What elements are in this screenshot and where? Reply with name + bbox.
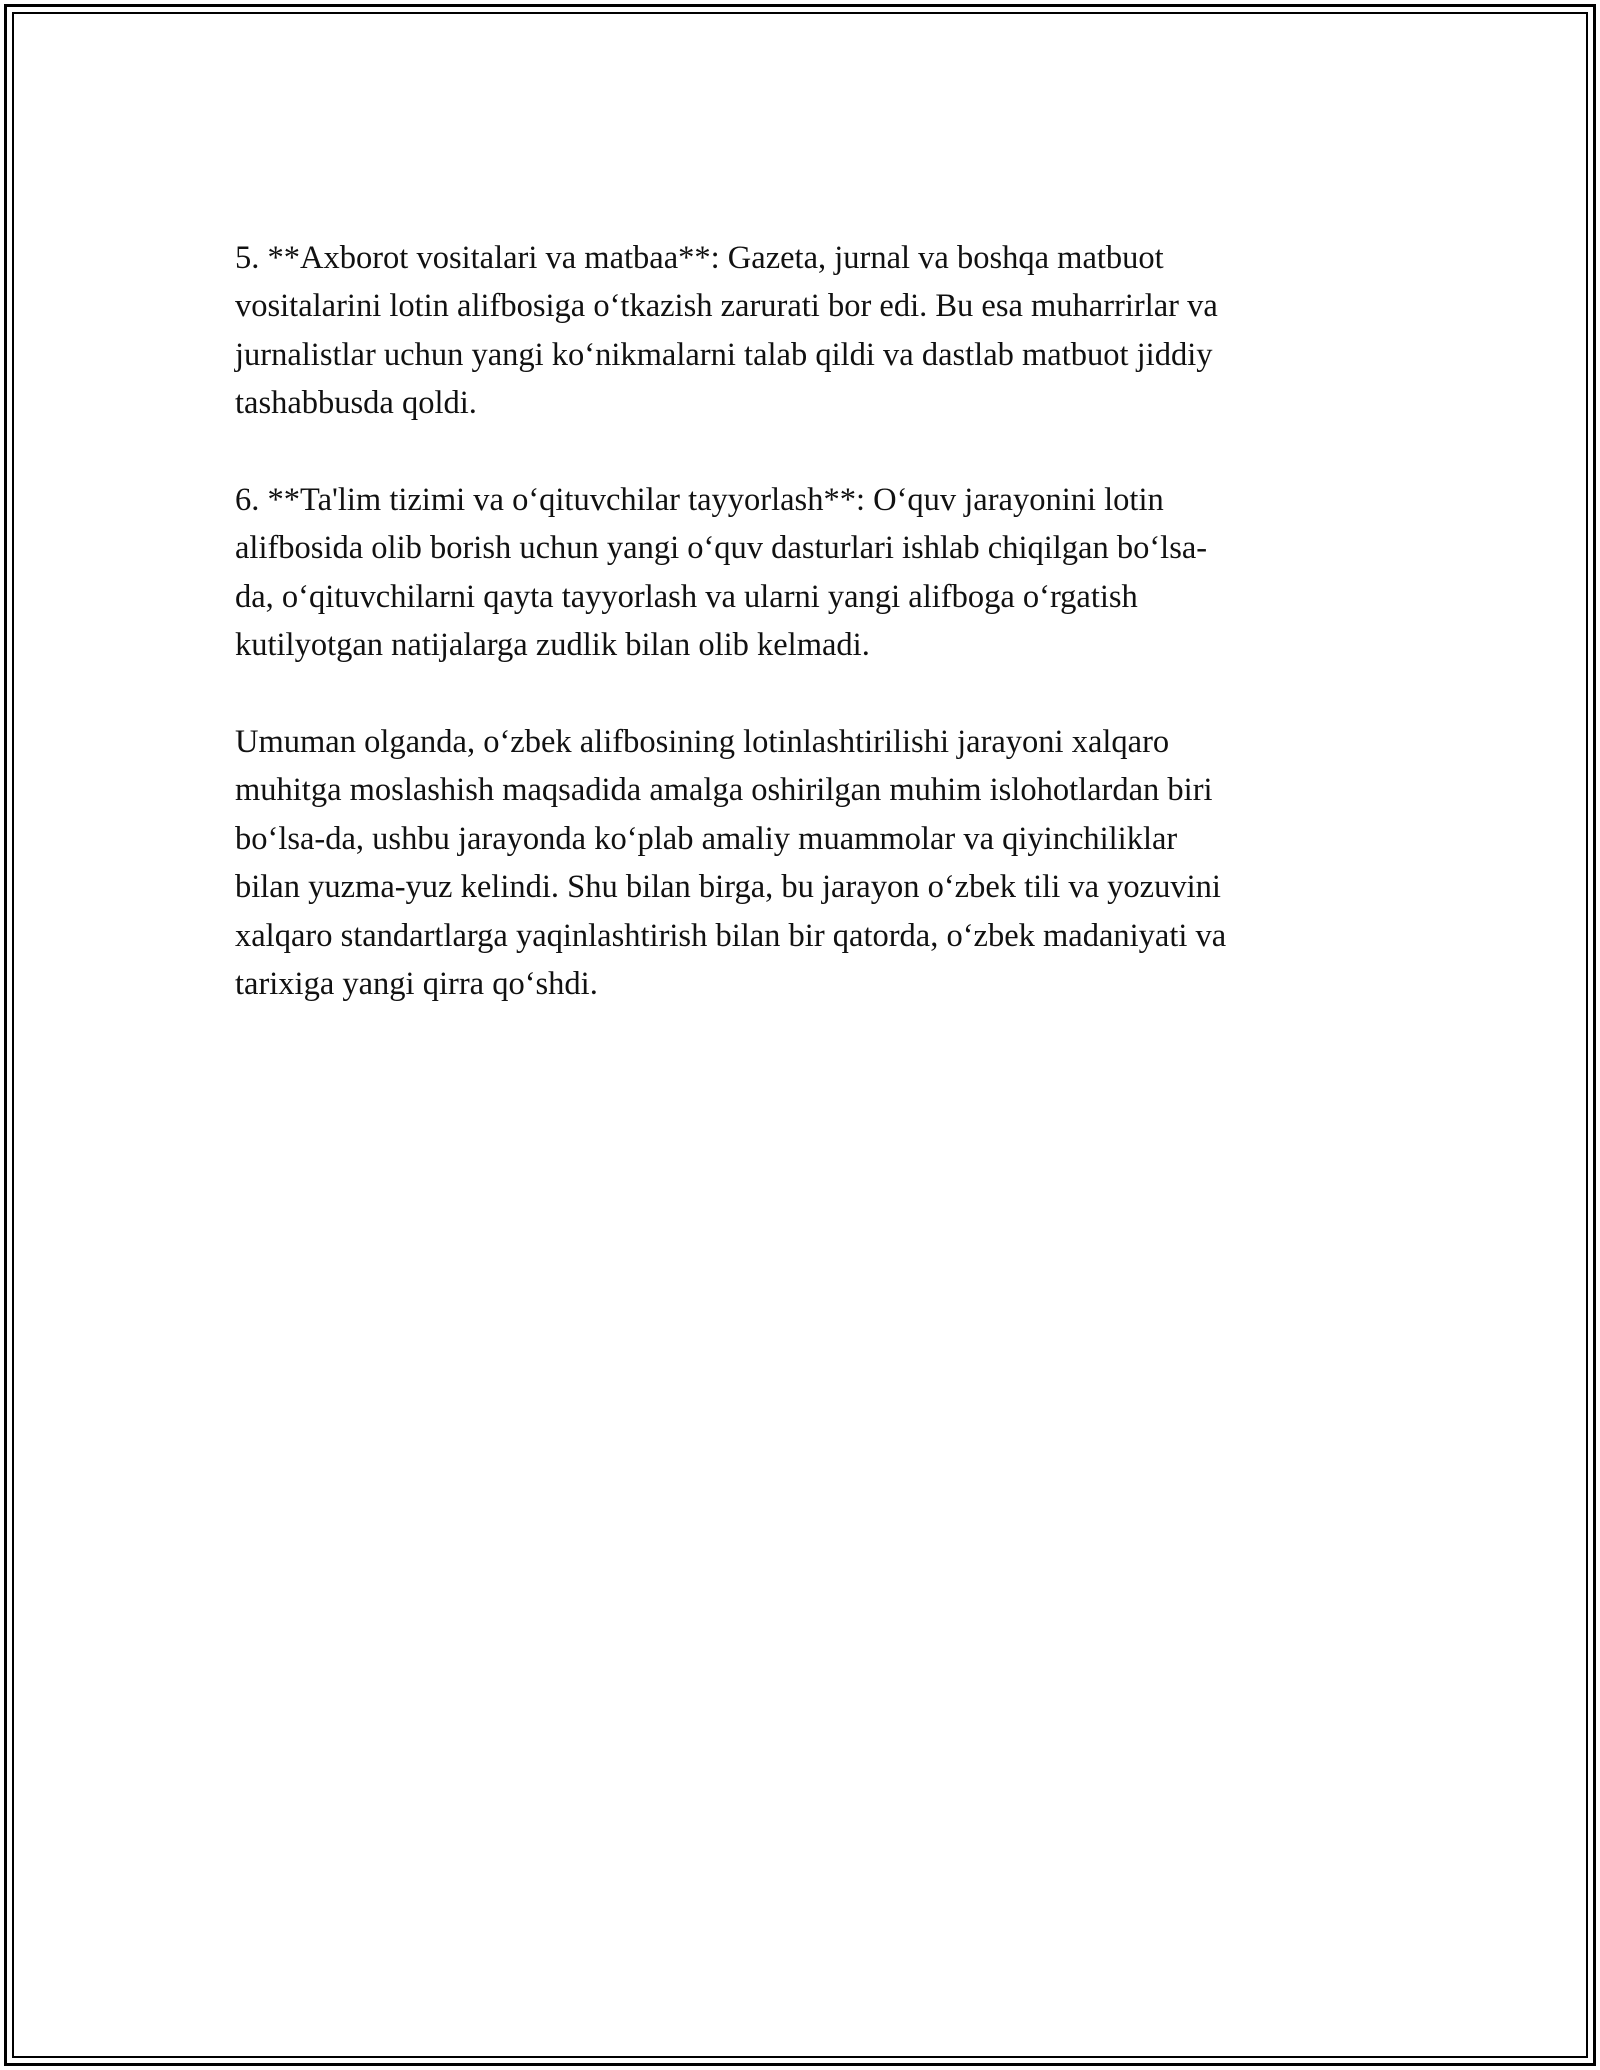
text-line: tashabbusda qoldi.: [235, 385, 477, 422]
text-line: vositalarini lotin alifbosiga o‘tkazish zarurati bor edi. Bu esa muharrirlar va: [235, 288, 1218, 325]
text-line: da, o‘qituvchilarni qayta tayyorlash va ularni yangi alifboga o‘rgatish: [235, 578, 1138, 615]
document-body: [235, 234, 1365, 1057]
text-line: Umuman olganda, o‘zbek alifbosining lotinlashtirilishi jarayoni xalqaro: [235, 724, 1170, 761]
paragraph-education-system: [235, 476, 1365, 670]
paragraph-conclusion: [235, 718, 1365, 1008]
paragraph-media-and-print: [235, 234, 1365, 428]
text-line: kutilyotgan natijalarga zudlik bilan olib kelmadi.: [235, 627, 870, 664]
text-line: alifbosida olib borish uchun yangi o‘quv dasturlari ishlab chiqilgan bo‘lsa-: [235, 530, 1208, 567]
text-line: jurnalistlar uchun yangi ko‘nikmalarni talab qildi va dastlab matbuot jiddiy: [235, 336, 1213, 373]
text-line: 5. **Axborot vositalari va matbaa**: Gazeta, jurnal va boshqa matbuot: [235, 240, 1164, 276]
text-line: 6. **Ta'lim tizimi va o‘qituvchilar tayyorlash**: O‘quv jarayonini lotin: [235, 482, 1164, 519]
text-line: bo‘lsa-da, ushbu jarayonda ko‘plab amaliy muammolar va qiyinchiliklar: [235, 820, 1178, 857]
text-line: muhitga moslashish maqsadida amalga oshirilgan muhim islohotlardan biri: [235, 772, 1213, 809]
text-line: tarixiga yangi qirra qo‘shdi.: [235, 966, 598, 1003]
text-line: xalqaro standartlarga yaqinlashtirish bilan bir qatorda, o‘zbek madaniyati va: [235, 917, 1227, 954]
text-line: bilan yuzma-yuz kelindi. Shu bilan birga, bu jarayon o‘zbek tili va yozuvini: [235, 869, 1221, 906]
